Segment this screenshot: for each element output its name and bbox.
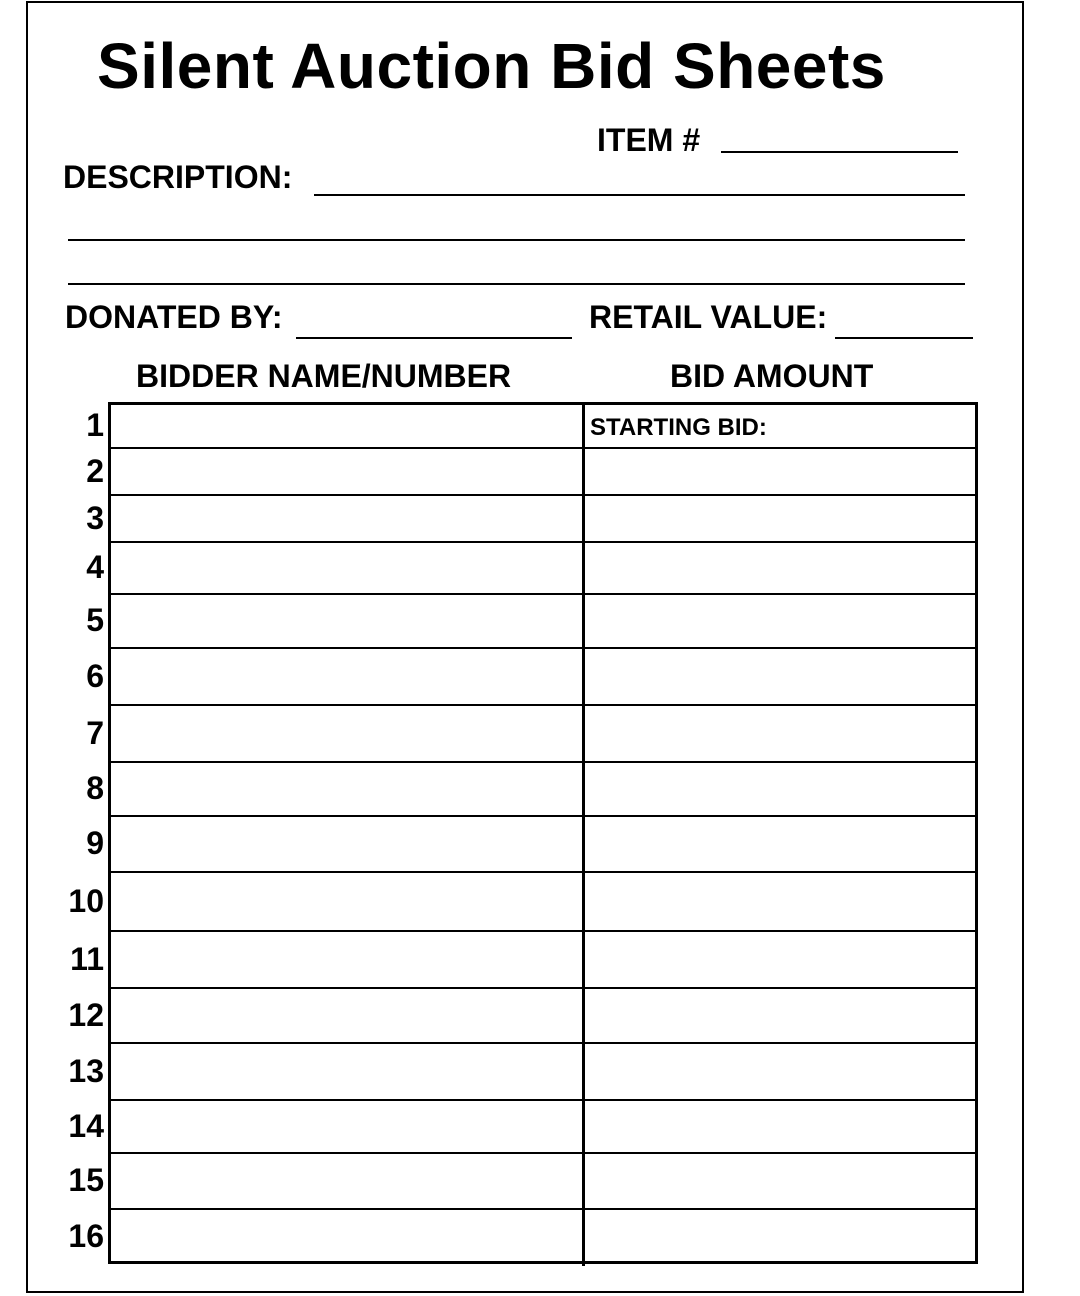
bid-amount-cell[interactable]: [587, 1045, 973, 1097]
table-row-divider: [110, 593, 978, 595]
table-row-divider: [110, 930, 978, 932]
bid-amount-column-header: BID AMOUNT: [670, 358, 874, 394]
page-title: Silent Auction Bid Sheets: [97, 30, 886, 102]
bid-amount-cell[interactable]: [587, 405, 973, 445]
row-number: 10: [68, 882, 104, 919]
table-row-divider: [110, 1208, 978, 1210]
row-number: 9: [86, 825, 104, 861]
bidder-name-column-header: BIDDER NAME/NUMBER: [136, 358, 512, 394]
bid-amount-cell[interactable]: [587, 990, 973, 1040]
table-row-divider: [110, 1152, 978, 1154]
bidder-name-cell[interactable]: [112, 497, 580, 539]
bidder-name-cell[interactable]: [112, 596, 580, 645]
row-number: 15: [68, 1162, 104, 1198]
bid-amount-cell[interactable]: [587, 1155, 973, 1206]
row-number: 5: [86, 602, 104, 638]
bid-amount-cell[interactable]: [587, 818, 973, 869]
item-number-field[interactable]: [721, 151, 958, 153]
retail-value-field[interactable]: [835, 337, 973, 339]
bid-amount-cell[interactable]: [587, 1211, 973, 1262]
row-number: 14: [68, 1107, 104, 1144]
bidder-name-cell[interactable]: [112, 707, 580, 759]
row-number: 11: [70, 940, 104, 977]
bidder-name-cell[interactable]: [112, 818, 580, 869]
row-number: 12: [68, 996, 104, 1033]
bidder-name-cell[interactable]: [112, 990, 580, 1040]
table-row-divider: [110, 815, 978, 817]
bid-amount-cell[interactable]: [587, 764, 973, 813]
description-field-line-2[interactable]: [68, 239, 965, 241]
bid-amount-cell[interactable]: [587, 650, 973, 702]
bidder-name-cell[interactable]: [112, 1102, 580, 1150]
row-number: 7: [86, 714, 104, 751]
bid-amount-cell[interactable]: [587, 874, 973, 928]
table-row-divider: [110, 704, 978, 706]
row-number: 2: [86, 452, 104, 489]
starting-bid-label: STARTING BID:: [590, 414, 767, 441]
bidder-name-cell[interactable]: [112, 764, 580, 813]
table-row-divider: [110, 494, 978, 496]
retail-value-label: RETAIL VALUE:: [589, 299, 828, 335]
table-row-divider: [110, 761, 978, 763]
bidder-name-cell[interactable]: [112, 1045, 580, 1097]
row-number: 4: [86, 549, 104, 585]
bid-amount-cell[interactable]: [587, 450, 973, 492]
table-row-divider: [110, 541, 978, 543]
table-row-divider: [110, 987, 978, 989]
row-number: 3: [86, 499, 104, 536]
bidder-name-cell[interactable]: [112, 933, 580, 985]
table-row-divider: [110, 447, 978, 449]
row-number: 6: [86, 657, 104, 694]
bidder-name-cell[interactable]: [112, 1211, 580, 1262]
table-row-divider: [110, 1042, 978, 1044]
table-row-divider: [110, 1099, 978, 1101]
bidder-name-cell[interactable]: [112, 650, 580, 702]
description-field-line-1[interactable]: [314, 194, 965, 196]
bidder-name-cell[interactable]: [112, 1155, 580, 1206]
bidder-name-cell[interactable]: [112, 874, 580, 928]
row-number: 1: [86, 406, 104, 443]
donated-by-field[interactable]: [296, 337, 572, 339]
table-column-divider: [582, 402, 585, 1266]
description-label: DESCRIPTION:: [63, 159, 293, 195]
bid-amount-cell[interactable]: [587, 544, 973, 591]
row-number: 8: [86, 770, 104, 806]
bid-amount-cell[interactable]: [587, 933, 973, 985]
donated-by-label: DONATED BY:: [65, 299, 283, 335]
bidder-name-cell[interactable]: [112, 544, 580, 591]
bidder-name-cell[interactable]: [112, 405, 580, 445]
bid-amount-cell[interactable]: [587, 497, 973, 539]
bid-amount-cell[interactable]: [587, 596, 973, 645]
description-field-line-3[interactable]: [68, 283, 965, 285]
item-number-label: ITEM #: [597, 122, 701, 158]
row-number: 13: [68, 1052, 104, 1089]
bidder-name-cell[interactable]: [112, 450, 580, 492]
row-number: 16: [68, 1218, 104, 1254]
bid-amount-cell[interactable]: [587, 707, 973, 759]
table-row-divider: [110, 647, 978, 649]
bid-amount-cell[interactable]: [587, 1102, 973, 1150]
table-row-divider: [110, 871, 978, 873]
